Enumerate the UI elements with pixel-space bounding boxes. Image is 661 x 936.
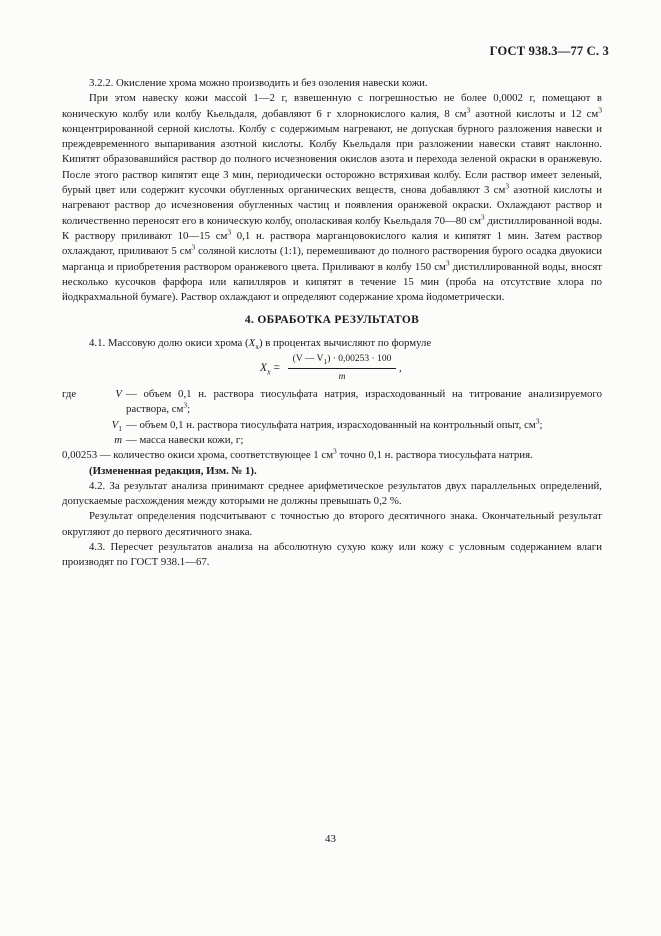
- definition-constant: 0,00253 — количество окиси хрома, соответствующее 1 $см^3$ точно 0,1 н. раствора тиосульфата натрия.: [62, 446, 533, 462]
- paragraph-4-1: 4.1. Массовую долю окиси хрома $(X_x)$ в процентах вычисляют по формуле: [89, 336, 432, 351]
- formula-fraction: [288, 352, 396, 386]
- definition-m: m — масса навески кожи, г;: [114, 433, 244, 446]
- definition-v: где V — объем 0,1 н. раствора тиосульфата натрия, израсходованный на титрование анализируемого раствора, $см^3$;: [62, 388, 602, 416]
- paragraph-3-2-2: 3.2.2. Окисление хрома можно производить и без озоления навески кожи.: [89, 77, 428, 89]
- paragraph-4-2: 4.2. За результат анализа принимают среднее арифметическое результатов двух параллельных определений, допускаемые расхождения между которыми не должны превышать 0,2 %.: [62, 479, 602, 508]
- paragraph-4-3: 4.3. Пересчет результатов анализа на абсолютную сухую кожу или кожу с условным содержанием влаги производят по ГОСТ 938.1—67.: [62, 541, 602, 569]
- definition-v1: $V_1$ — объем 0,1 н. раствора тиосульфата натрия, израсходованный на контрольный опыт, $см^3$;: [111, 416, 543, 433]
- page-number: 43: [325, 833, 336, 845]
- paragraph-4-2-rounding: Результат определения подсчитывают с точностью до второго десятичного знака. Окончательный результат округляют до первого десятичного знака.: [62, 510, 602, 538]
- section-title: 4. ОБРАБОТКА РЕЗУЛЬТАТОВ: [244, 314, 420, 327]
- document-body: [62, 76, 602, 571]
- amendment-note: (Измененная редакция, Изм. № 1).: [89, 464, 257, 477]
- formula-lhs: $X_x$ =: [260, 362, 280, 377]
- formula-denominator: m: [338, 372, 346, 383]
- formula-comma: ,: [399, 362, 402, 375]
- page-header: ГОСТ 938.3—77 С. 3: [489, 44, 609, 58]
- paragraph-procedure: При этом навеску кожи массой 1—2 г, взвешенную с погрешностью не более 0,0002 г, помещают в коническую колбу или колбу Кьельдаля, добавляют 6 г хлорнокислого калия, 8 $см^3$ азотной кислоты и 12 $см^3$ концентрированной серной кислоты. Колбу с содержимым нагревают, не допуская бурного разложения навески и преждевременного выпаривания азотной кислоты. Колбу Кьельдаля при разложении навески ставят наклонно. Кипятят образовавшийся раствор до полного исчезновения окислов азота и перехода зеленой окраски в оранжевую. После этого раствор кипятят еще 3 мин, периодически осторожно встряхивая колбу. Если раствор имеет зеленый, бурый цвет или содержит кусочки обугленных органических веществ, снова добавляют 3 $см^3$ азотной кислоты и нагревают раствор до исчезновения обугленных частиц и появления оранжевой окраски. Охлаждают раствор и количественно переносят его в коническую колбу, ополаскивая колбу Кьельдаля 70—80 $см^3$ дистиллированной воды. К раствору приливают 10—15 $см^3$ 0,1 н. раствора марганцовокислого калия и кипятят 1 мин. Затем раствор охлаждают, приливают 5 $см^3$ соляной кислоты (1:1), перемешивают до полного растворения бурого осадка двуокиси марганца и приобретения раствором оранжевого цвета. Приливают в колбу 150 $см^3$ дистиллированной воды, вносят несколько кусочков фарфора или капилляров и кипятят в течение 15 мин (проба на отсутствие хлора по йодкрахмальной бумаге). Раствор охлаждают и определяют содержание хрома йодометрически.: [62, 92, 603, 304]
- variable-definitions: [62, 387, 602, 463]
- formula: [62, 352, 602, 384]
- formula-numerator: (V — $V_1) \cdot 0,00253 \cdot 100$: [288, 352, 396, 369]
